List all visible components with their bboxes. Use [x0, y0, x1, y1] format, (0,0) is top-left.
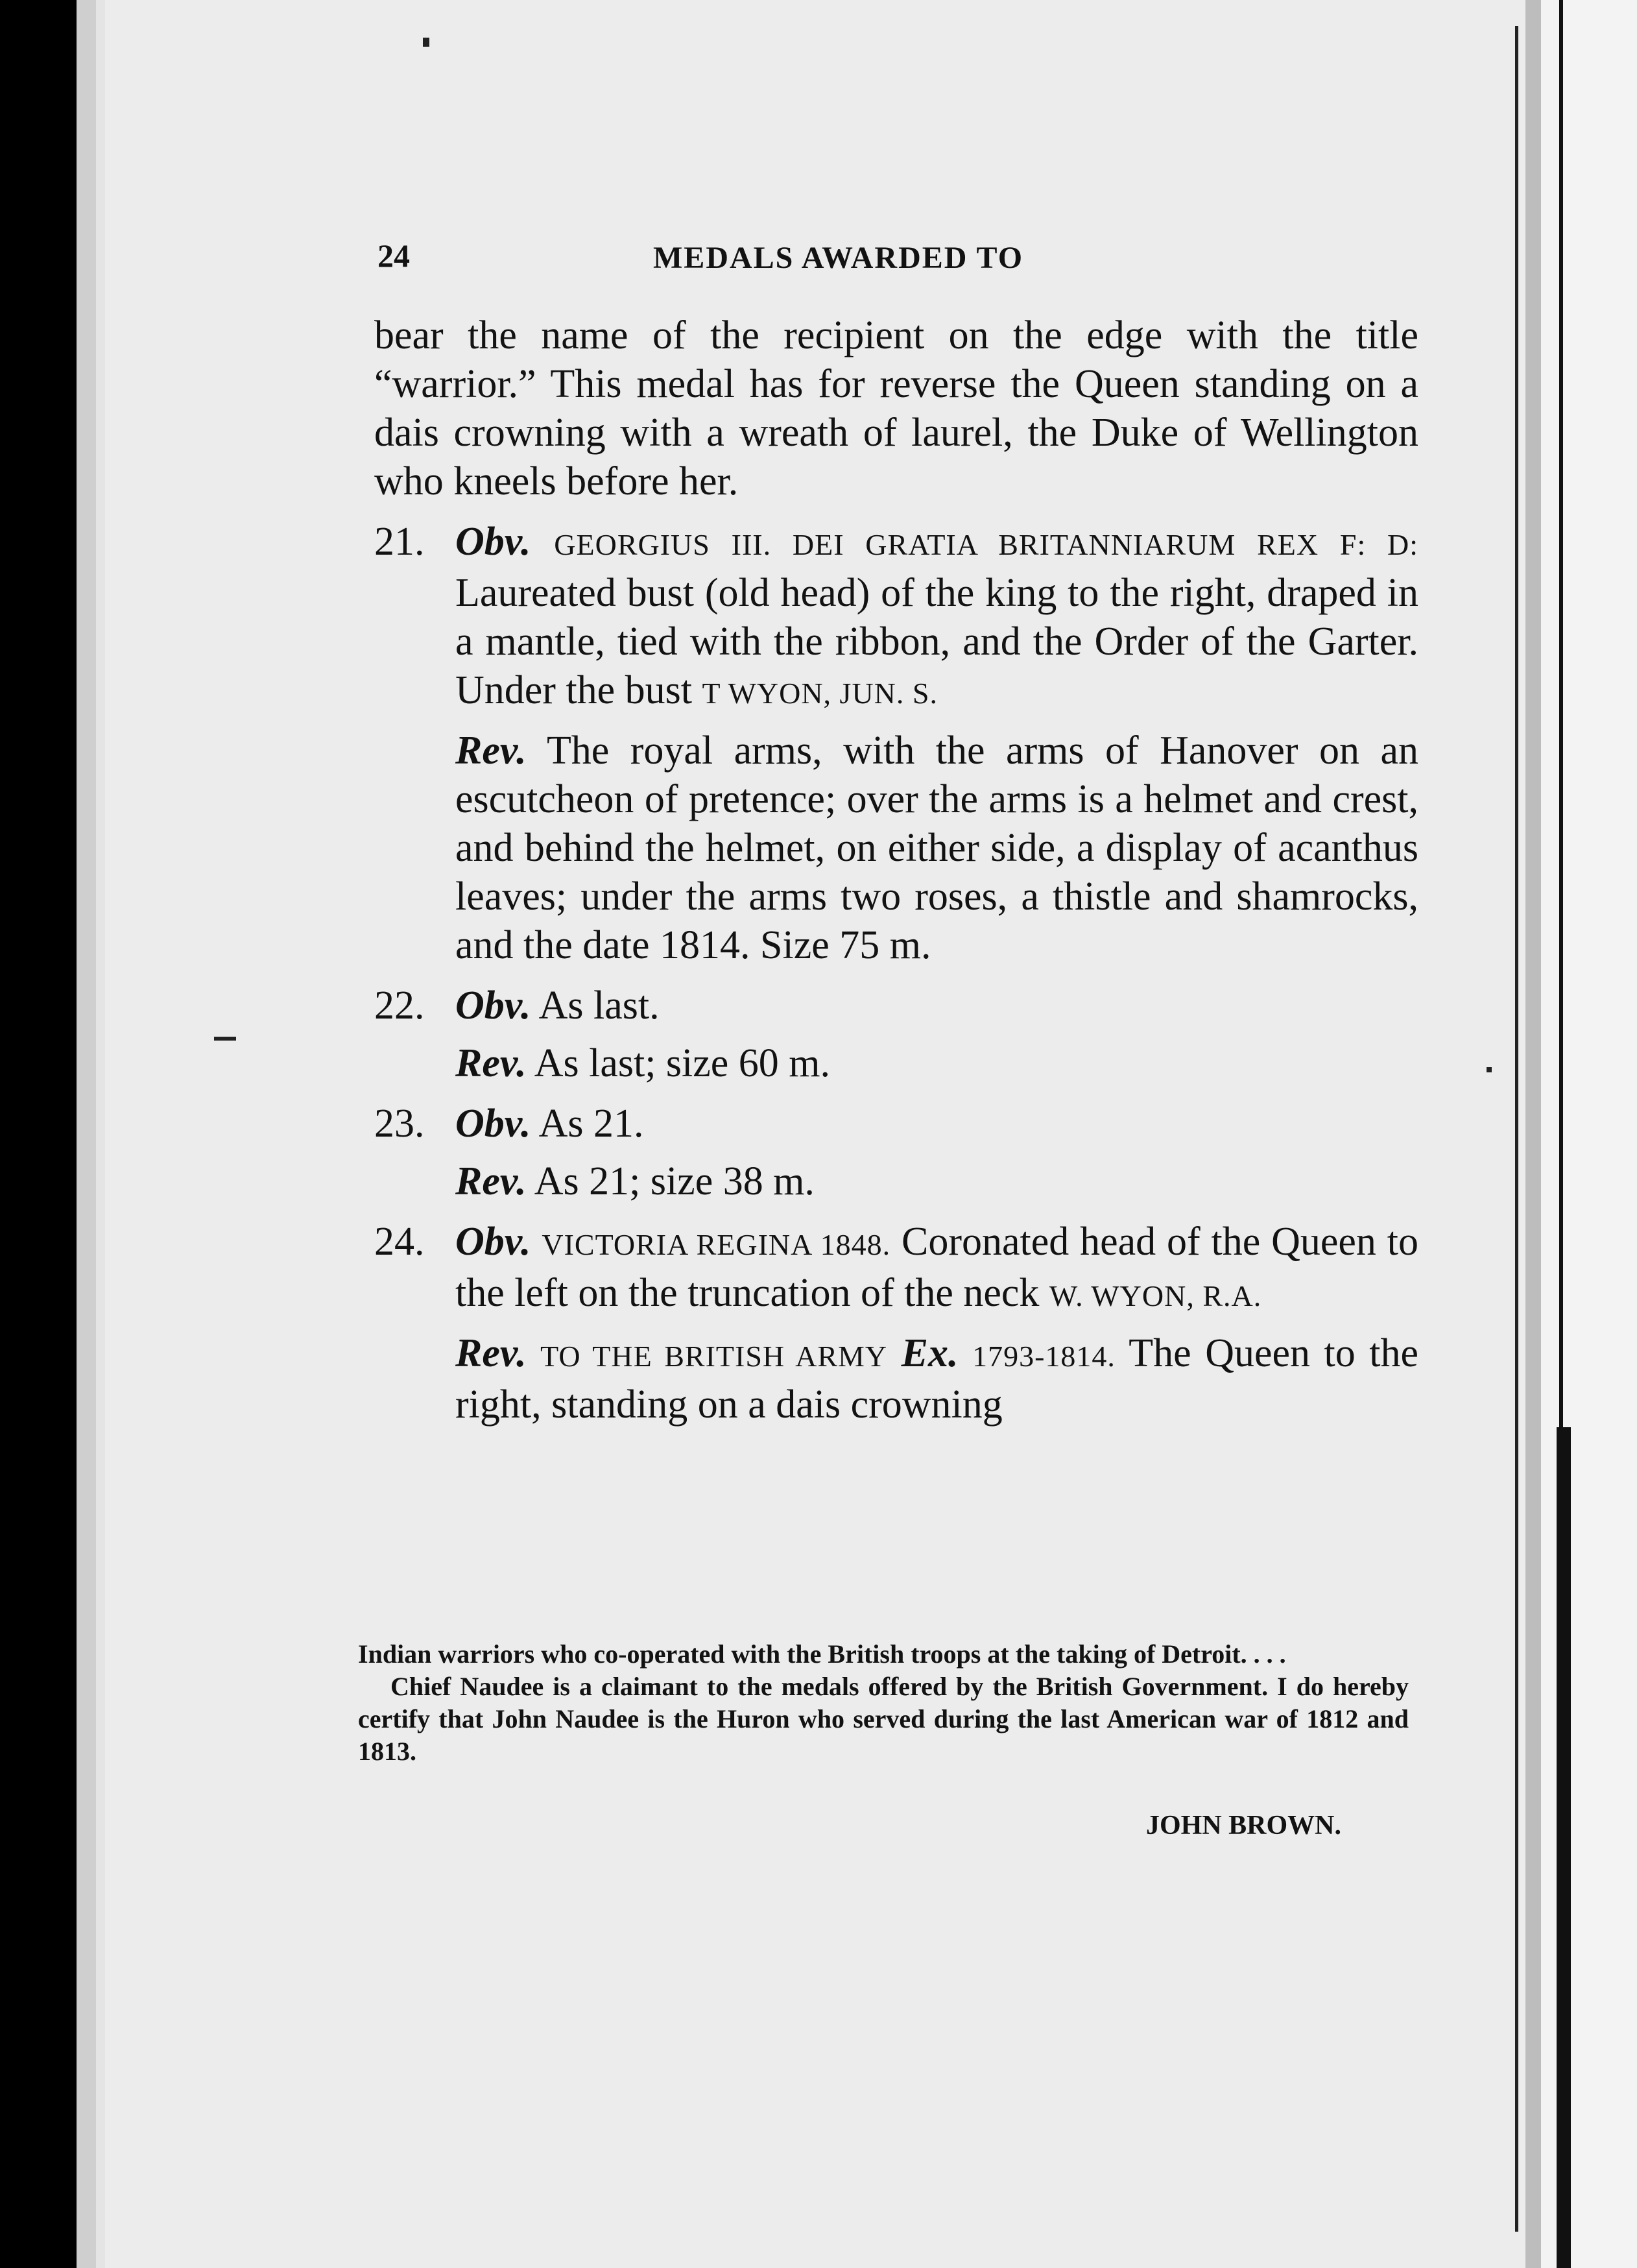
gutter-shadow — [1525, 0, 1541, 2268]
obverse-description — [455, 982, 1418, 1030]
scan-speck — [1487, 1067, 1492, 1072]
reverse-description — [455, 1329, 1418, 1429]
scan-speck — [423, 38, 429, 47]
footnote — [358, 1638, 1409, 1768]
scan-left-border — [0, 0, 77, 2268]
scan-page-edge-inner — [96, 0, 105, 2268]
exergue-label: Ex. — [901, 1331, 959, 1375]
reverse-label: Rev. — [455, 729, 527, 773]
medal-entry-24 — [374, 1218, 1418, 1429]
scan-page-edge — [77, 0, 96, 2268]
obverse-description — [455, 1100, 1418, 1148]
obverse-text: Laureated bust (old head) of the king to the right, draped in a mantle, tied with the ribbon, and the Order of the Garter. Under the bust — [455, 571, 1418, 712]
obverse-inscription: GEORGIUS III. DEI GRATIA BRITANNIARUM REX F: D: — [554, 528, 1419, 561]
footnote-signature: JOHN BROWN. — [1146, 1811, 1342, 1840]
footnote-line-2: Chief Naudee is a claimant to the medals offered by the British Government. I do hereby certify that John Naudee is the Huron who served during the last American war of 1812 and 1813. — [358, 1672, 1409, 1766]
obverse-signature: W. WYON, R.A. — [1049, 1279, 1262, 1312]
book-page — [105, 0, 1525, 2268]
page-number: 24 — [377, 237, 410, 274]
exergue-dates: 1793-1814. — [972, 1340, 1116, 1373]
reverse-label: Rev. — [455, 1159, 527, 1203]
reverse-text: The royal arms, with the arms of Hanover on an escutcheon of pretence; over the arms is a helmet and crest, and behind the helmet, on either side, a display of acanthus leaves; under the arms two roses, a thistle and shamrocks, and the date 1814. Size 75 m. — [455, 729, 1418, 967]
next-page-edge — [1541, 0, 1637, 2268]
page-body — [374, 311, 1418, 1429]
reverse-description — [455, 1157, 1418, 1206]
medal-entry-21 — [374, 518, 1418, 970]
obverse-inscription: VICTORIA REGINA 1848. — [542, 1228, 891, 1261]
obverse-text: As last. — [538, 983, 660, 1028]
reverse-text: The Queen to the right, standing on a dais crowning — [455, 1331, 1419, 1427]
reverse-label: Rev. — [455, 1331, 527, 1375]
reverse-description — [455, 727, 1418, 970]
obverse-description — [455, 518, 1418, 718]
next-page-thick-rule — [1557, 1427, 1571, 2268]
entry-number: 24. — [374, 1220, 425, 1264]
reverse-label: Rev. — [455, 1041, 527, 1085]
obverse-label: Obv. — [455, 1220, 531, 1264]
obverse-label: Obv. — [455, 520, 531, 564]
obverse-text: Coronated head of the Queen to the left on the truncation of the neck — [455, 1220, 1419, 1315]
running-title: MEDALS AWARDED TO — [653, 241, 1024, 275]
entry-number: 23. — [374, 1102, 425, 1146]
obverse-label: Obv. — [455, 983, 531, 1028]
medal-entry-22 — [374, 982, 1418, 1088]
entry-number: 21. — [374, 520, 425, 564]
intro-paragraph: bear the name of the recipient on the edge with the title “warrior.” This medal has for reverse the Queen standing on a dais crowning with a wreath of laurel, the Duke of Wellington who kneels before her. — [374, 313, 1418, 503]
scan-speck — [214, 1037, 236, 1041]
medal-entry-23 — [374, 1100, 1418, 1206]
obverse-signature: T WYON, JUN. S. — [702, 677, 938, 710]
obverse-description — [455, 1218, 1418, 1320]
footnote-line-1: Indian warriors who co-operated with the British troops at the taking of Detroit. . . . — [358, 1639, 1286, 1669]
reverse-text: As 21; size 38 m. — [534, 1159, 815, 1203]
reverse-description — [455, 1039, 1418, 1088]
gutter-line — [1515, 26, 1518, 2232]
obverse-label: Obv. — [455, 1102, 531, 1146]
obverse-text: As 21. — [538, 1102, 644, 1146]
reverse-text: As last; size 60 m. — [534, 1041, 831, 1085]
entry-number: 22. — [374, 983, 425, 1028]
reverse-inscription: TO THE BRITISH ARMY — [540, 1340, 888, 1373]
